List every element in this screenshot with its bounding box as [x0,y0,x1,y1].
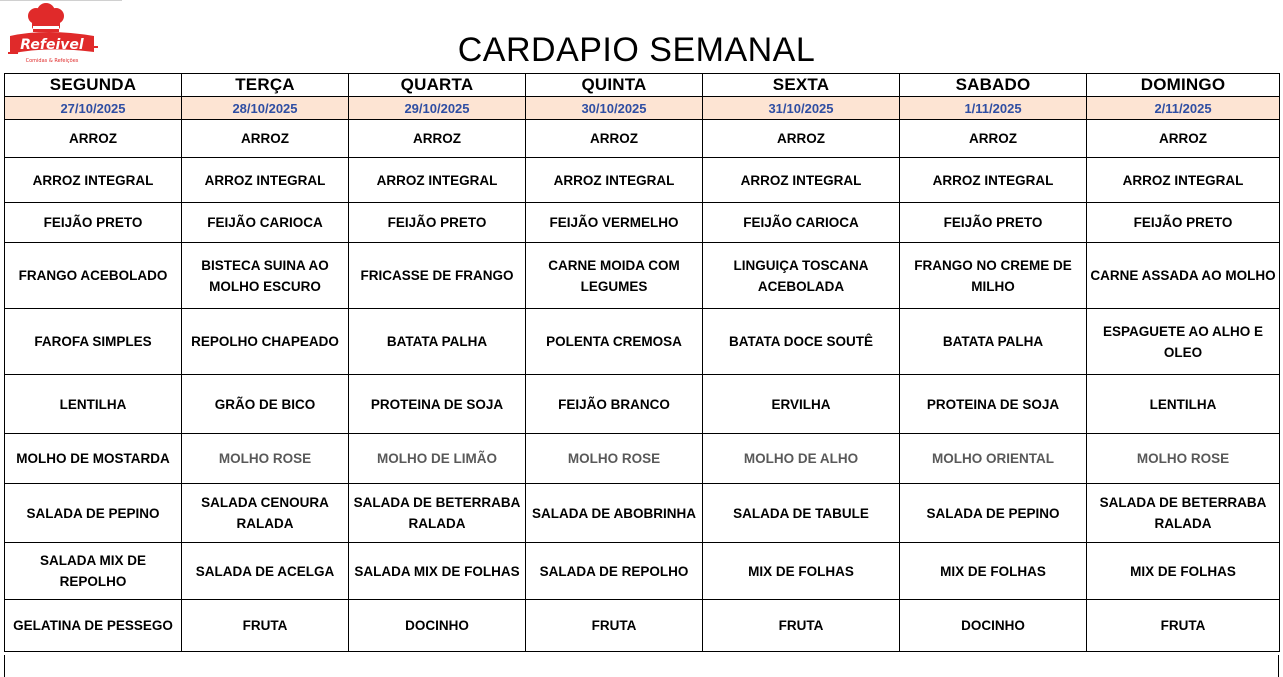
menu-item: MOLHO ROSE [526,434,703,484]
menu-item: ESPAGUETE AO ALHO E OLEO [1087,309,1280,375]
menu-row [5,120,1280,158]
svg-text:Refeivel: Refeivel [20,37,84,53]
menu-item: MOLHO ROSE [1087,434,1280,484]
date-quarta: 29/10/2025 [349,97,526,120]
menu-row [5,243,1280,309]
menu-item: ARROZ [703,120,900,158]
menu-item: SALADA DE PEPINO [5,484,182,543]
menu-item: FEIJÃO PRETO [5,203,182,243]
day-header-sexta: SEXTA [703,74,900,97]
top-rule [0,0,122,1]
menu-item: GELATINA DE PESSEGO [5,600,182,652]
menu-item: LENTILHA [1087,375,1280,434]
menu-row [5,600,1280,652]
menu-item: ARROZ [182,120,349,158]
menu-item: ARROZ [349,120,526,158]
menu-item: GRÃO DE BICO [182,375,349,434]
menu-row [5,543,1280,600]
menu-item: SALADA CENOURA RALADA [182,484,349,543]
menu-item: MIX DE FOLHAS [1087,543,1280,600]
menu-item: FRUTA [703,600,900,652]
menu-item: FEIJÃO PRETO [349,203,526,243]
menu-row [5,203,1280,243]
menu-item: ARROZ INTEGRAL [703,158,900,203]
menu-item: BATATA PALHA [349,309,526,375]
menu-row [5,309,1280,375]
day-header-row [5,74,1280,97]
menu-item: SALADA MIX DE REPOLHO [5,543,182,600]
menu-item: ARROZ INTEGRAL [5,158,182,203]
menu-item: FRUTA [182,600,349,652]
menu-item: FRANGO NO CREME DE MILHO [900,243,1087,309]
menu-item: FRUTA [526,600,703,652]
day-header-terca: TERÇA [182,74,349,97]
date-row [5,97,1280,120]
menu-row [5,158,1280,203]
date-quinta: 30/10/2025 [526,97,703,120]
day-header-sabado: SABADO [900,74,1087,97]
menu-item: PROTEINA DE SOJA [349,375,526,434]
date-sexta: 31/10/2025 [703,97,900,120]
menu-item: ARROZ INTEGRAL [349,158,526,203]
day-header-segunda: SEGUNDA [5,74,182,97]
page-title: CARDAPIO SEMANAL [457,31,816,69]
menu-item: FRANGO ACEBOLADO [5,243,182,309]
menu-item: ARROZ INTEGRAL [1087,158,1280,203]
menu-item: FRUTA [1087,600,1280,652]
menu-row [5,484,1280,543]
menu-item: MIX DE FOLHAS [703,543,900,600]
date-terca: 28/10/2025 [182,97,349,120]
day-header-quinta: QUINTA [526,74,703,97]
menu-row [5,434,1280,484]
menu-item: FAROFA SIMPLES [5,309,182,375]
menu-item: ARROZ [526,120,703,158]
menu-item: SALADA DE BETERRABA RALADA [1087,484,1280,543]
menu-item: POLENTA CREMOSA [526,309,703,375]
menu-item: SALADA DE TABULE [703,484,900,543]
menu-item: ARROZ INTEGRAL [182,158,349,203]
date-segunda: 27/10/2025 [5,97,182,120]
svg-text:Comidas & Refeições: Comidas & Refeições [25,58,79,64]
menu-item: DOCINHO [349,600,526,652]
menu-item: BATATA PALHA [900,309,1087,375]
menu-item: BISTECA SUINA AO MOLHO ESCURO [182,243,349,309]
menu-item: DOCINHO [900,600,1087,652]
menu-item: FEIJÃO CARIOCA [182,203,349,243]
menu-item: LENTILHA [5,375,182,434]
date-domingo: 2/11/2025 [1087,97,1280,120]
menu-item: LINGUIÇA TOSCANA ACEBOLADA [703,243,900,309]
menu-item: CARNE MOIDA COM LEGUMES [526,243,703,309]
menu-item: PROTEINA DE SOJA [900,375,1087,434]
menu-item: ARROZ INTEGRAL [900,158,1087,203]
menu-item: ERVILHA [703,375,900,434]
menu-item: REPOLHO CHAPEADO [182,309,349,375]
menu-item: MIX DE FOLHAS [900,543,1087,600]
menu-item: MOLHO ROSE [182,434,349,484]
menu-item: BATATA DOCE SOUTÊ [703,309,900,375]
menu-item: MOLHO DE MOSTARDA [5,434,182,484]
date-sabado: 1/11/2025 [900,97,1087,120]
menu-item: FEIJÃO BRANCO [526,375,703,434]
menu-item: FEIJÃO PRETO [900,203,1087,243]
day-header-domingo: DOMINGO [1087,74,1280,97]
weekly-menu-table [4,73,1280,652]
day-header-quarta: QUARTA [349,74,526,97]
menu-item: SALADA MIX DE FOLHAS [349,543,526,600]
menu-item: SALADA DE BETERRABA RALADA [349,484,526,543]
menu-item: SALADA DE PEPINO [900,484,1087,543]
menu-item: FEIJÃO PRETO [1087,203,1280,243]
menu-item: ARROZ [1087,120,1280,158]
menu-item: ARROZ INTEGRAL [526,158,703,203]
menu-item: ARROZ [5,120,182,158]
menu-item: CARNE ASSADA AO MOLHO [1087,243,1280,309]
menu-item: MOLHO ORIENTAL [900,434,1087,484]
menu-item: ARROZ [900,120,1087,158]
menu-row [5,375,1280,434]
menu-item: MOLHO DE LIMÃO [349,434,526,484]
menu-item: FRICASSE DE FRANGO [349,243,526,309]
menu-item: FEIJÃO CARIOCA [703,203,900,243]
menu-item: SALADA DE REPOLHO [526,543,703,600]
menu-item: SALADA DE ACELGA [182,543,349,600]
menu-item: SALADA DE ABOBRINHA [526,484,703,543]
menu-item: FEIJÃO VERMELHO [526,203,703,243]
menu-item: MOLHO DE ALHO [703,434,900,484]
table-footer-area [4,655,1279,677]
